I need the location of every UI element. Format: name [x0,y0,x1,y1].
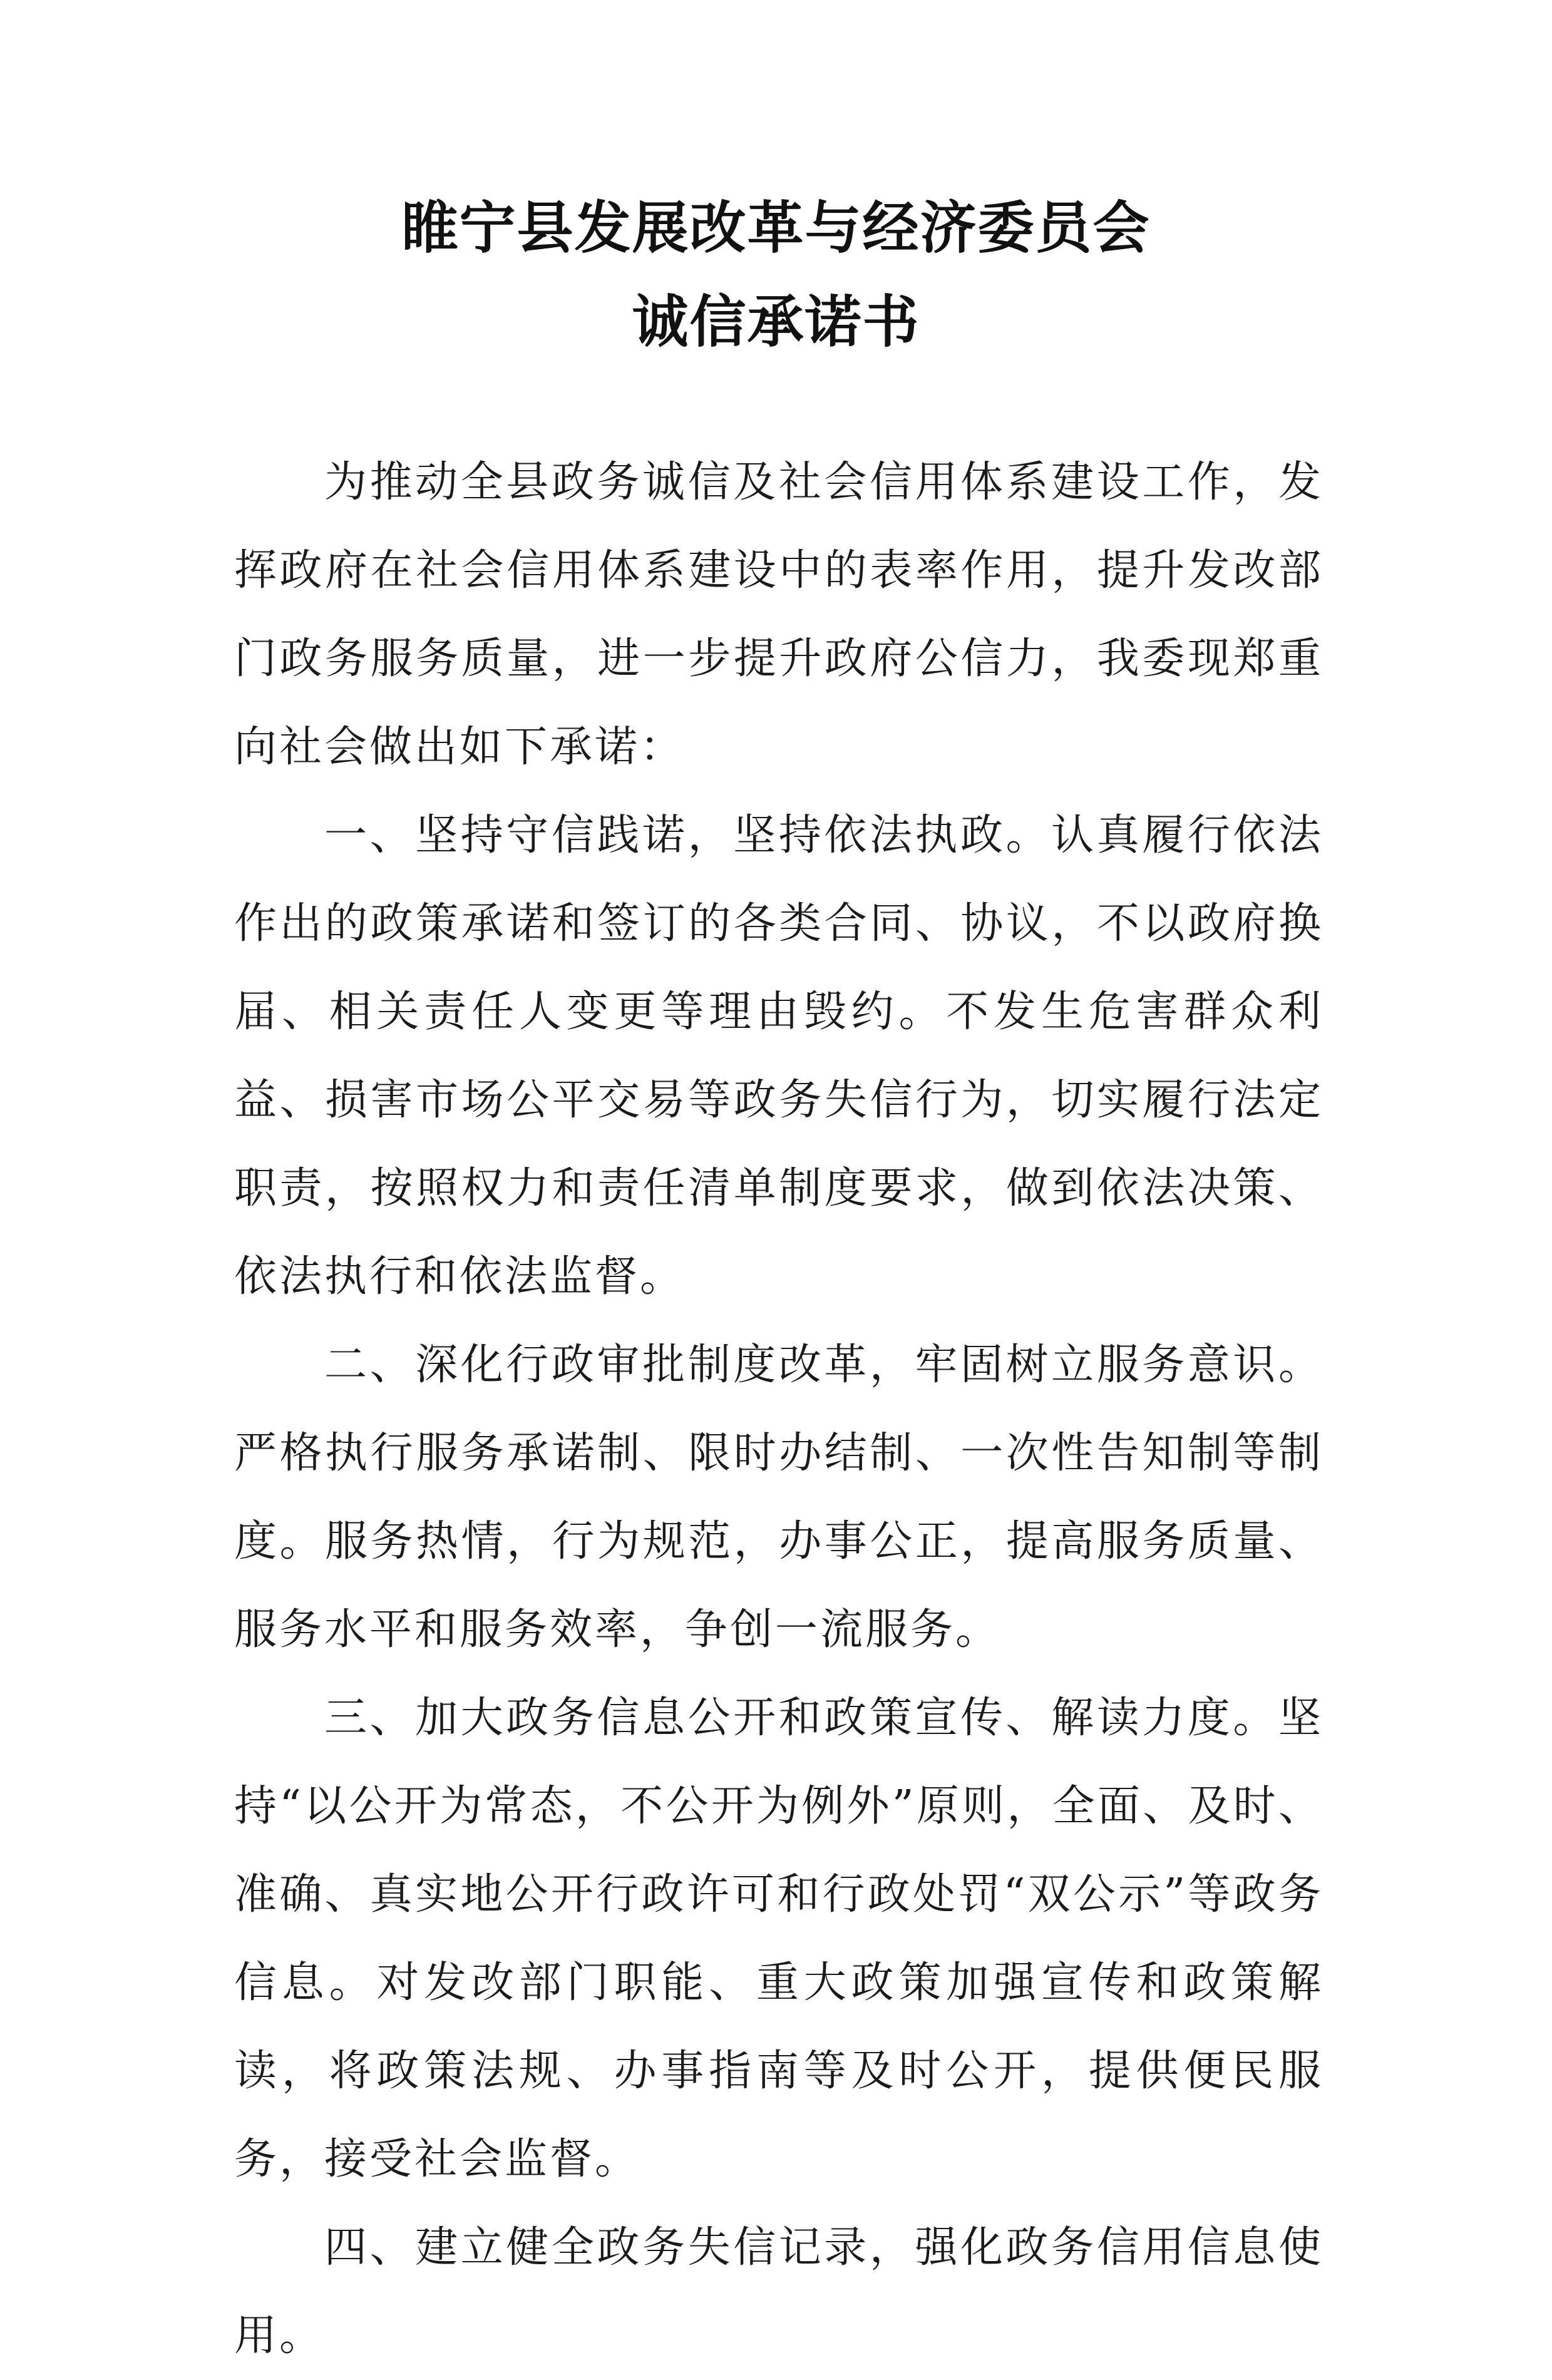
paragraph-item-1: 一、坚持守信践诺，坚持依法执政。认真履行依法作出的政策承诺和签订的各类合同、协议，不以政府换届、相关责任人变更等理由毁约。不发生危害群众利益、损害市场公平交易等政务失信行为，切实履行法定职责，按照权力和责任清单制度要求，做到依法决策、依法执行和依法监督。 [234,811,1323,1301]
document-body [234,438,1323,2380]
title-line-subject: 诚信承诺书 [632,289,920,355]
title-line-organization: 睢宁县发展改革与经济委员会 [401,195,1151,261]
paragraph-item-4: 四、建立健全政务失信记录，强化政务信用信息使用。 [234,2223,1323,2361]
document-title [0,182,1552,369]
paragraph-item-3: 三、加大政务信息公开和政策宣传、解读力度。坚持“以公开为常态，不公开为例外”原则，全面、及时、准确、真实地公开行政许可和行政处罚“双公示”等政务信息。对发改部门职能、重大政策加强宣传和政策解读，将政策法规、办事指南等及时公开，提供便民服务，接受社会监督。 [234,1693,1323,2184]
paragraph-intro: 为推动全县政务诚信及社会信用体系建设工作，发挥政府在社会信用体系建设中的表率作用，提升发改部门政务服务质量，进一步提升政府公信力，我委现郑重向社会做出如下承诺： [234,458,1323,772]
paragraph-item-2: 二、深化行政审批制度改革，牢固树立服务意识。严格执行服务承诺制、限时办结制、一次性告知制等制度。服务热情，行为规范，办事公正，提高服务质量、服务水平和服务效率，争创一流服务。 [234,1340,1323,1654]
